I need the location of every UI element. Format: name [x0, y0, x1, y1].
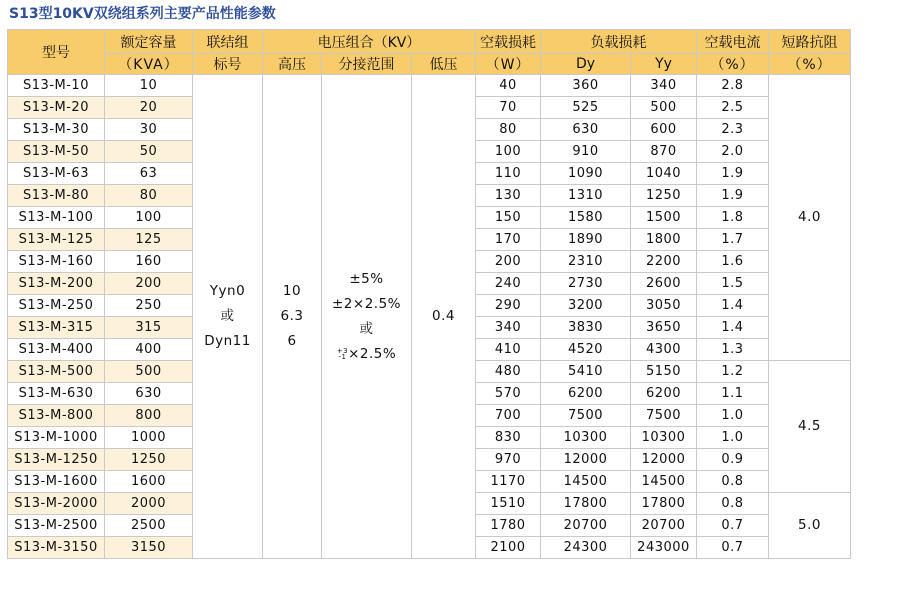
- model-cell: S13-M-100: [8, 207, 105, 229]
- capacity-cell: 2500: [105, 515, 193, 537]
- tap-range-line: [322, 342, 411, 367]
- no-load-loss-cell: 200: [476, 251, 541, 273]
- capacity-cell: 80: [105, 185, 193, 207]
- no-load-current-cell: 0.9: [697, 449, 769, 471]
- no-load-loss-cell: 1170: [476, 471, 541, 493]
- header-model: [8, 30, 105, 75]
- load-loss-dy-cell: 24300: [541, 537, 631, 559]
- tap-range-line: 或: [359, 320, 374, 337]
- load-loss-dy-cell: 1580: [541, 207, 631, 229]
- model-cell: S13-M-200: [8, 273, 105, 295]
- no-load-current-cell: 2.0: [697, 141, 769, 163]
- load-loss-yy-cell: 870: [631, 141, 697, 163]
- tap-range-line: ±5%: [349, 270, 384, 287]
- load-loss-yy-cell: 1250: [631, 185, 697, 207]
- capacity-cell: 160: [105, 251, 193, 273]
- no-load-loss-cell: 130: [476, 185, 541, 207]
- capacity-cell: 50: [105, 141, 193, 163]
- model-cell: S13-M-1000: [8, 427, 105, 449]
- model-cell: S13-M-125: [8, 229, 105, 251]
- high-voltage-line: 10: [282, 283, 302, 299]
- capacity-cell: 30: [105, 119, 193, 141]
- high-voltage-line: 6: [287, 333, 297, 349]
- no-load-current-cell: 0.7: [697, 515, 769, 537]
- load-loss-yy-cell: 340: [631, 75, 697, 97]
- tap-range-prefix-line: -1: [338, 352, 347, 361]
- impedance-cell: 4.5: [769, 361, 851, 493]
- model-cell: S13-M-250: [8, 295, 105, 317]
- load-loss-yy-cell: 1500: [631, 207, 697, 229]
- load-loss-yy-cell: 6200: [631, 383, 697, 405]
- header-load-loss-yy: Yy: [631, 54, 697, 75]
- no-load-loss-cell: 150: [476, 207, 541, 229]
- capacity-cell: 1250: [105, 449, 193, 471]
- capacity-cell: 1000: [105, 427, 193, 449]
- capacity-cell: 200: [105, 273, 193, 295]
- tap-range-line: ±2×2.5%: [331, 295, 401, 312]
- load-loss-yy-cell: 17800: [631, 493, 697, 515]
- load-loss-yy-cell: 12000: [631, 449, 697, 471]
- no-load-loss-cell: 170: [476, 229, 541, 251]
- load-loss-dy-cell: 17800: [541, 493, 631, 515]
- load-loss-yy-cell: 2600: [631, 273, 697, 295]
- header-load-loss: [541, 30, 697, 54]
- load-loss-dy-cell: 3830: [541, 317, 631, 339]
- load-loss-yy-cell: 2200: [631, 251, 697, 273]
- connection-group-line: 或: [220, 308, 235, 324]
- no-load-loss-cell: 700: [476, 405, 541, 427]
- no-load-loss-cell: 570: [476, 383, 541, 405]
- model-cell: S13-M-2000: [8, 493, 105, 515]
- no-load-current-cell: 1.3: [697, 339, 769, 361]
- capacity-cell: 630: [105, 383, 193, 405]
- load-loss-yy-cell: 600: [631, 119, 697, 141]
- no-load-loss-cell: 40: [476, 75, 541, 97]
- header-load-loss-dy: Dy: [541, 54, 631, 75]
- capacity-cell: 500: [105, 361, 193, 383]
- no-load-current-cell: 1.8: [697, 207, 769, 229]
- header-rated-capacity-label: 额定容量: [120, 34, 177, 51]
- load-loss-dy-cell: 10300: [541, 427, 631, 449]
- no-load-current-cell: 1.9: [697, 185, 769, 207]
- no-load-current-cell: 2.3: [697, 119, 769, 141]
- no-load-current-cell: 1.2: [697, 361, 769, 383]
- no-load-loss-cell: 110: [476, 163, 541, 185]
- model-cell: S13-M-800: [8, 405, 105, 427]
- spec-table: [7, 29, 851, 559]
- no-load-current-cell: 2.5: [697, 97, 769, 119]
- no-load-loss-cell: 410: [476, 339, 541, 361]
- impedance-cell: 5.0: [769, 493, 851, 559]
- high-voltage-cell: [263, 75, 322, 559]
- connection-group-cell: [193, 75, 263, 559]
- capacity-cell: 20: [105, 97, 193, 119]
- no-load-loss-cell: 70: [476, 97, 541, 119]
- load-loss-dy-cell: 1890: [541, 229, 631, 251]
- load-loss-dy-cell: 3200: [541, 295, 631, 317]
- page-title: S13型10KV双绕组系列主要产品性能参数: [9, 6, 276, 22]
- no-load-loss-cell: 80: [476, 119, 541, 141]
- no-load-loss-cell: 970: [476, 449, 541, 471]
- no-load-loss-cell: 290: [476, 295, 541, 317]
- load-loss-yy-cell: 20700: [631, 515, 697, 537]
- load-loss-yy-cell: 3050: [631, 295, 697, 317]
- load-loss-yy-cell: 14500: [631, 471, 697, 493]
- header-voltage-combo: [263, 30, 476, 54]
- header-model-label: 型号: [42, 45, 70, 61]
- load-loss-dy-cell: 1090: [541, 163, 631, 185]
- load-loss-dy-cell: 20700: [541, 515, 631, 537]
- low-voltage-cell: 0.4: [412, 75, 476, 559]
- header-impedance-unit: （%）: [769, 54, 851, 75]
- load-loss-dy-cell: 14500: [541, 471, 631, 493]
- no-load-current-cell: 0.8: [697, 493, 769, 515]
- model-cell: S13-M-3150: [8, 537, 105, 559]
- no-load-current-cell: 0.7: [697, 537, 769, 559]
- impedance-cell: 4.0: [769, 75, 851, 361]
- header-no-load-current: [697, 30, 769, 54]
- load-loss-yy-cell: 243000: [631, 537, 697, 559]
- model-cell: S13-M-630: [8, 383, 105, 405]
- load-loss-yy-cell: 1040: [631, 163, 697, 185]
- model-cell: S13-M-1250: [8, 449, 105, 471]
- load-loss-dy-cell: 4520: [541, 339, 631, 361]
- load-loss-yy-cell: 1800: [631, 229, 697, 251]
- capacity-cell: 250: [105, 295, 193, 317]
- load-loss-yy-cell: 10300: [631, 427, 697, 449]
- capacity-cell: 10: [105, 75, 193, 97]
- no-load-current-cell: 1.9: [697, 163, 769, 185]
- capacity-cell: 400: [105, 339, 193, 361]
- model-cell: S13-M-20: [8, 97, 105, 119]
- no-load-loss-cell: 240: [476, 273, 541, 295]
- load-loss-dy-cell: 7500: [541, 405, 631, 427]
- header-tap-range: 分接范围: [322, 54, 412, 75]
- model-cell: S13-M-2500: [8, 515, 105, 537]
- header-no-load-loss-unit: （W）: [476, 54, 541, 75]
- header-impedance-label: 短路抗阻: [781, 34, 838, 51]
- capacity-cell: 1600: [105, 471, 193, 493]
- header-no-load-current-unit: （%）: [697, 54, 769, 75]
- no-load-current-cell: 1.0: [697, 405, 769, 427]
- header-rated-capacity-unit: （KVA）: [105, 54, 193, 75]
- header-no-load-current-label: 空载电流: [704, 34, 761, 51]
- load-loss-dy-cell: 525: [541, 97, 631, 119]
- no-load-current-cell: 0.8: [697, 471, 769, 493]
- tap-range-prefix: [337, 348, 348, 360]
- header-no-load-loss-label: 空载损耗: [480, 34, 536, 51]
- no-load-current-cell: 1.4: [697, 317, 769, 339]
- header-connection-group: [193, 30, 263, 54]
- model-cell: S13-M-80: [8, 185, 105, 207]
- no-load-current-cell: 2.8: [697, 75, 769, 97]
- header-rated-capacity: [105, 30, 193, 54]
- load-loss-yy-cell: 500: [631, 97, 697, 119]
- no-load-current-cell: 1.4: [697, 295, 769, 317]
- load-loss-dy-cell: 5410: [541, 361, 631, 383]
- connection-group-line: Dyn11: [204, 333, 251, 349]
- load-loss-yy-cell: 5150: [631, 361, 697, 383]
- no-load-current-cell: 1.7: [697, 229, 769, 251]
- load-loss-dy-cell: 6200: [541, 383, 631, 405]
- header-connection-group-label: 联结组: [206, 34, 249, 51]
- header-connection-group-line2: 标号: [193, 54, 263, 75]
- load-loss-dy-cell: 630: [541, 119, 631, 141]
- capacity-cell: 2000: [105, 493, 193, 515]
- capacity-cell: 100: [105, 207, 193, 229]
- model-cell: S13-M-160: [8, 251, 105, 273]
- header-voltage-combo-label: 电压组合（KV）: [317, 34, 421, 51]
- capacity-cell: 800: [105, 405, 193, 427]
- model-cell: S13-M-10: [8, 75, 105, 97]
- no-load-loss-cell: 1510: [476, 493, 541, 515]
- table-row: [8, 75, 851, 97]
- no-load-loss-cell: 2100: [476, 537, 541, 559]
- no-load-current-cell: 1.0: [697, 427, 769, 449]
- model-cell: S13-M-400: [8, 339, 105, 361]
- no-load-loss-cell: 1780: [476, 515, 541, 537]
- no-load-current-cell: 1.5: [697, 273, 769, 295]
- tap-range-multiplier: ×2.5%: [348, 345, 397, 362]
- no-load-loss-cell: 340: [476, 317, 541, 339]
- header-high-voltage: 高压: [263, 54, 322, 75]
- no-load-current-cell: 1.1: [697, 383, 769, 405]
- header-low-voltage: 低压: [412, 54, 476, 75]
- load-loss-dy-cell: 1310: [541, 185, 631, 207]
- load-loss-yy-cell: 3650: [631, 317, 697, 339]
- load-loss-dy-cell: 2310: [541, 251, 631, 273]
- header-impedance: [769, 30, 851, 54]
- load-loss-dy-cell: 2730: [541, 273, 631, 295]
- header-no-load-loss: [476, 30, 541, 54]
- load-loss-dy-cell: 360: [541, 75, 631, 97]
- header-load-loss-label: 负载损耗: [590, 34, 647, 51]
- model-cell: S13-M-50: [8, 141, 105, 163]
- no-load-current-cell: 1.6: [697, 251, 769, 273]
- model-cell: S13-M-1600: [8, 471, 105, 493]
- capacity-cell: 3150: [105, 537, 193, 559]
- connection-group-line: Yyn0: [209, 283, 246, 299]
- no-load-loss-cell: 480: [476, 361, 541, 383]
- model-cell: S13-M-30: [8, 119, 105, 141]
- capacity-cell: 63: [105, 163, 193, 185]
- load-loss-yy-cell: 7500: [631, 405, 697, 427]
- tap-range-prefix-line: +3: [336, 346, 349, 355]
- no-load-loss-cell: 100: [476, 141, 541, 163]
- high-voltage-line: 6.3: [280, 308, 304, 324]
- tap-range-cell: [322, 75, 412, 559]
- no-load-loss-cell: 830: [476, 427, 541, 449]
- spec-table-body: [8, 75, 851, 559]
- capacity-cell: 315: [105, 317, 193, 339]
- model-cell: S13-M-63: [8, 163, 105, 185]
- load-loss-dy-cell: 910: [541, 141, 631, 163]
- capacity-cell: 125: [105, 229, 193, 251]
- model-cell: S13-M-500: [8, 361, 105, 383]
- model-cell: S13-M-315: [8, 317, 105, 339]
- load-loss-dy-cell: 12000: [541, 449, 631, 471]
- load-loss-yy-cell: 4300: [631, 339, 697, 361]
